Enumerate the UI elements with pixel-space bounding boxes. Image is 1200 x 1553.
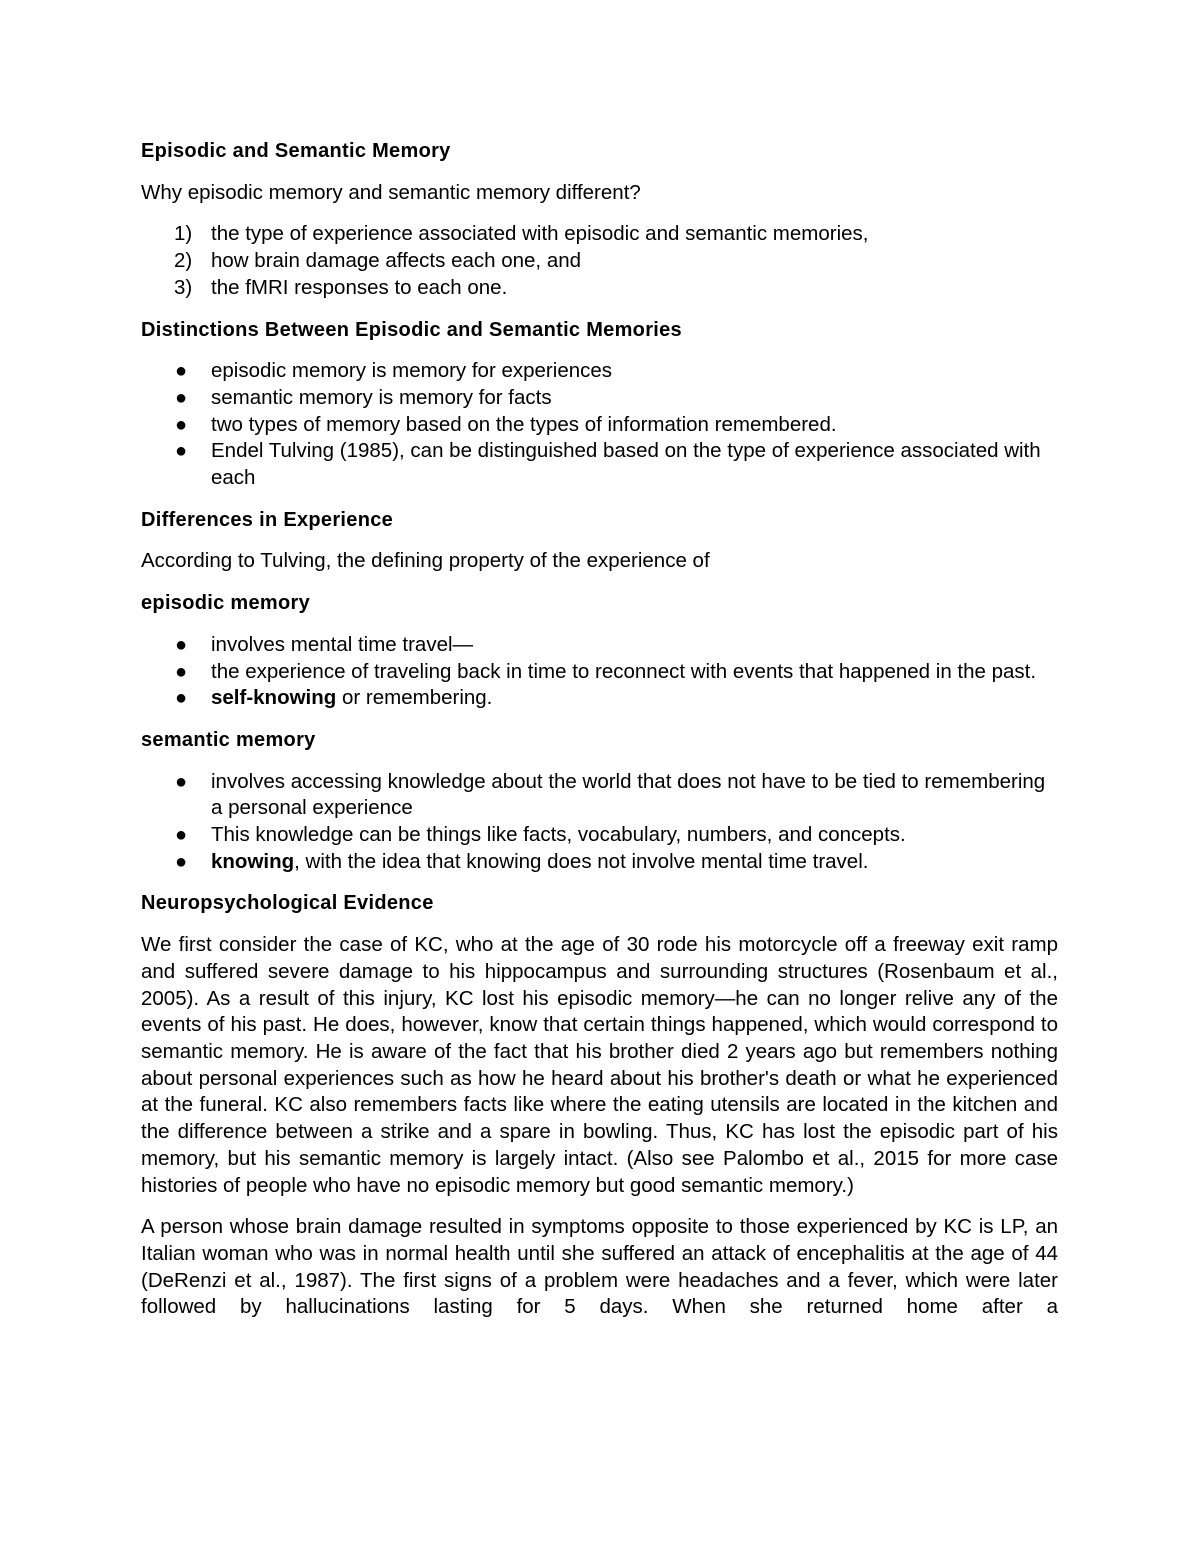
subheading-episodic-memory: episodic memory: [141, 592, 311, 615]
bullet-icon: ●: [175, 386, 188, 409]
list-item-text: the experience of traveling back in time to reconnect with events that happened in the past.: [211, 659, 1037, 683]
bullet-icon: ●: [175, 633, 188, 656]
numbered-list: [141, 221, 1058, 301]
document-page: [141, 138, 1058, 1336]
bullet-icon: ●: [175, 687, 188, 710]
list-number: 2): [174, 249, 193, 273]
bold-term: knowing: [211, 849, 295, 873]
bold-term: self-knowing: [211, 686, 337, 710]
list-item-text: how brain damage affects each one, and: [211, 249, 582, 273]
list-item: [141, 769, 1058, 822]
bullet-icon: ●: [175, 824, 188, 847]
list-item: [141, 358, 1058, 385]
list-item-text: two types of memory based on the types of information remembered.: [211, 412, 837, 436]
differences-intro: According to Tulving, the defining property of the experience of: [141, 549, 710, 573]
subheading-semantic-memory: semantic memory: [141, 728, 316, 751]
list-item: [141, 632, 1058, 659]
list-item: [141, 221, 1058, 248]
bullet-icon: ●: [175, 413, 188, 436]
list-item-text: involves accessing knowledge about the world that does not have to be tied to remembering a personal experience: [211, 769, 1046, 820]
bullet-list-episodic: [141, 632, 1058, 712]
list-item: [141, 849, 1058, 876]
intro-question: Why episodic memory and semantic memory different?: [141, 180, 641, 204]
list-item: [141, 438, 1058, 491]
list-item-text: the fMRI responses to each one.: [211, 275, 508, 299]
list-item: [141, 685, 1058, 712]
list-number: 1): [174, 222, 193, 246]
list-item-text: involves mental time travel—: [211, 632, 474, 656]
list-item: [141, 659, 1058, 686]
bullet-icon: ●: [175, 770, 188, 793]
list-item-text: semantic memory is memory for facts: [211, 385, 552, 409]
list-item-text: or remembering.: [336, 686, 493, 710]
bullet-icon: ●: [175, 440, 188, 463]
bullet-icon: ●: [175, 850, 188, 873]
list-item: [141, 822, 1058, 849]
bullet-list-distinctions: [141, 358, 1058, 492]
list-item-text: episodic memory is memory for experiences: [211, 359, 613, 383]
list-number: 3): [174, 275, 193, 299]
bullet-icon: ●: [175, 360, 188, 383]
bullet-list-semantic: [141, 769, 1058, 876]
section-heading-episodic-semantic: Episodic and Semantic Memory: [141, 140, 451, 162]
bullet-icon: ●: [175, 660, 188, 683]
section-heading-distinctions: Distinctions Between Episodic and Semantic Memories: [141, 318, 682, 341]
list-item-text: Endel Tulving (1985), can be distinguished based on the type of experience associated with each: [211, 439, 1041, 490]
list-item: [141, 248, 1058, 275]
list-item-text: the type of experience associated with episodic and semantic memories,: [211, 222, 869, 246]
section-heading-differences: Differences in Experience: [141, 508, 394, 531]
paragraph-lp-case: A person whose brain damage resulted in symptoms opposite to those experienced by KC is LP, an Italian woman who was in normal health until she suffered an attack of encephalitis at the age of 44 (DeRenzi et al., 1987). The first signs of a problem were headaches and a fever, which were later followed by hallucinations lasting for 5 days. When she returned home after a: [141, 1215, 1058, 1319]
section-heading-neuropsychological: Neuropsychological Evidence: [141, 892, 434, 915]
paragraph-kc-case: We first consider the case of KC, who at the age of 30 rode his motorcycle off a freeway exit ramp and suffered severe damage to his hippocampus and surrounding structures (Rosenbaum et al., 2005). As a result of this injury, KC lost his episodic memory—he can no longer relive any of the events of his past. He does, however, know that certain things happened, which would correspond to semantic memory. He is aware of the fact that his brother died 2 years ago but remembers nothing about personal experiences such as how he heard about his brother's death or what he experienced at the funeral. KC also remembers facts like where the eating utensils are located in the kitchen and the difference between a strike and a spare in bowling. Thus, KC has lost the episodic part of his memory, but his semantic memory is largely intact. (Also see Palombo et al., 2015 for more case histories of people who have no episodic memory but good semantic memory.): [141, 933, 1058, 1197]
list-item-text: , with the idea that knowing does not involve mental time travel.: [294, 849, 869, 873]
list-item: [141, 412, 1058, 439]
list-item: [141, 275, 1058, 302]
list-item: [141, 385, 1058, 412]
list-item-text: This knowledge can be things like facts, vocabulary, numbers, and concepts.: [211, 823, 906, 847]
